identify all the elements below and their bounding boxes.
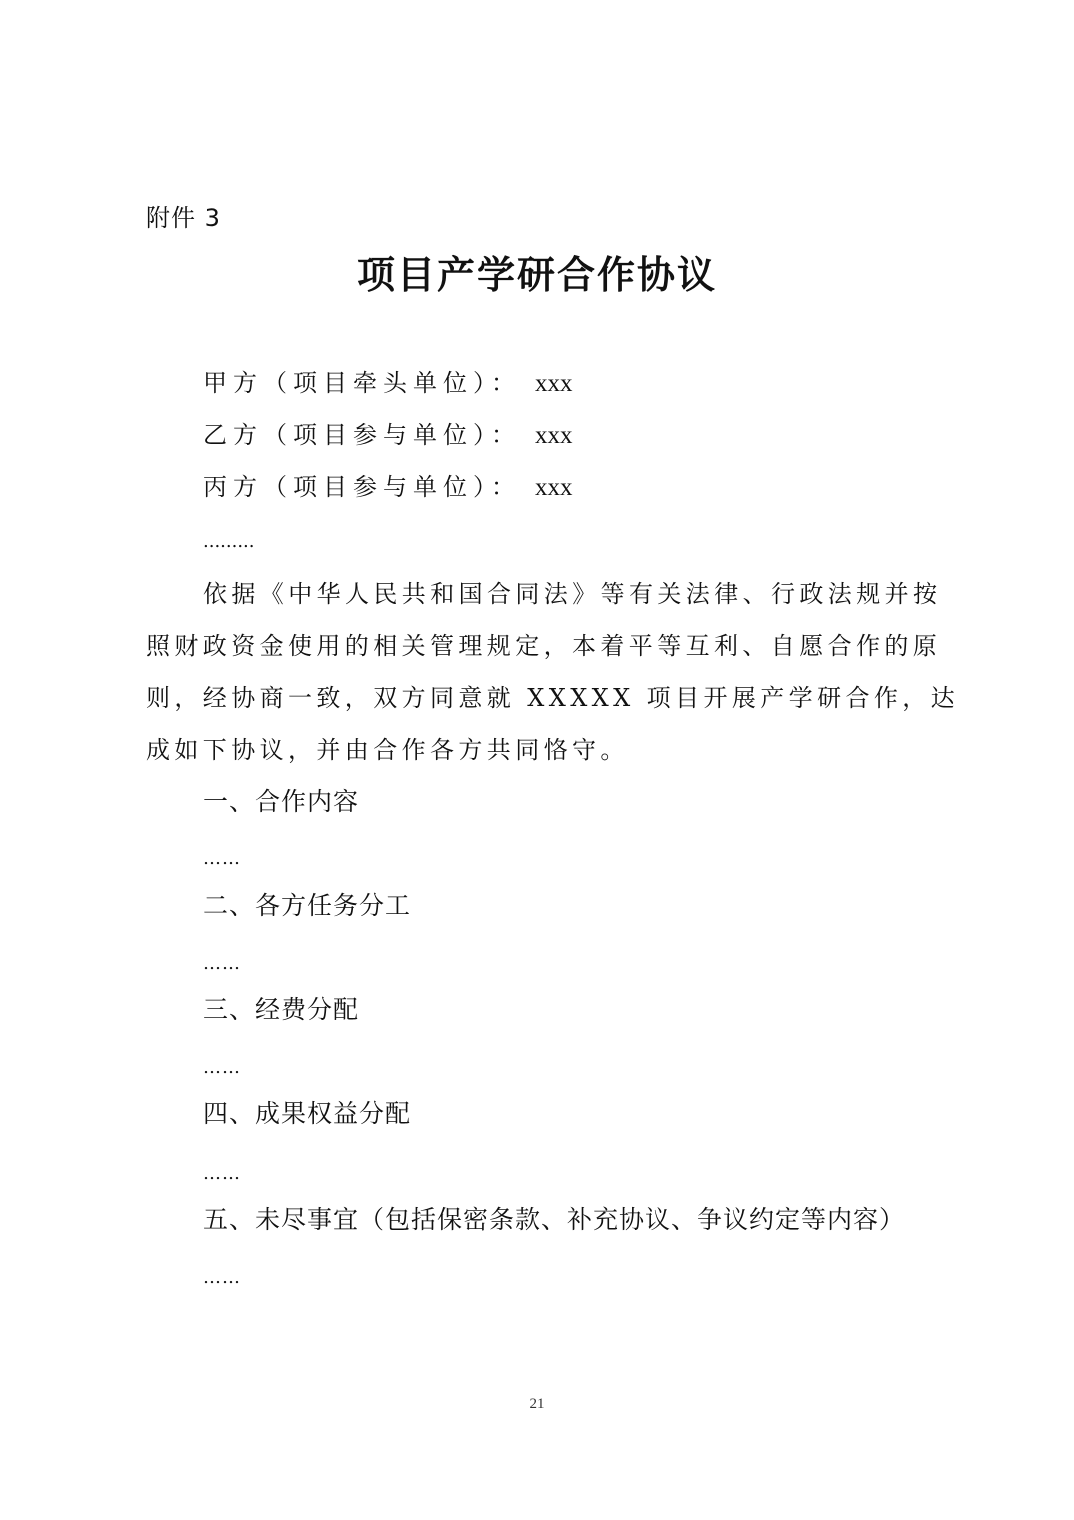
- section-placeholder: ……: [203, 953, 241, 974]
- party-a-label: 甲方（项目牵头单位）：: [203, 369, 521, 397]
- party-b-value: xxx: [535, 422, 573, 449]
- intro-line: 成如下协议，并由合作各方共同恪守。: [146, 736, 629, 764]
- section-heading-cooperation-content: 一、合作内容: [203, 787, 360, 816]
- party-b-label: 乙方（项目参与单位）：: [203, 421, 521, 449]
- section-heading-task-division: 二、各方任务分工: [203, 891, 412, 920]
- party-a: [203, 365, 573, 402]
- intro-line: 照财政资金使用的相关管理规定，本着平等互利、自愿合作的原: [146, 632, 942, 660]
- section-heading-funding-allocation: 三、经费分配: [203, 995, 360, 1024]
- party-c-label: 丙方（项目参与单位）：: [203, 473, 521, 501]
- page-number: 21: [529, 1396, 545, 1412]
- party-c: [203, 469, 573, 506]
- document-title: 项目产学研合作协议: [356, 252, 717, 297]
- intro-line: 依据《中华人民共和国合同法》等有关法律、行政法规并按: [203, 580, 942, 608]
- section-heading-results-rights: 四、成果权益分配: [203, 1099, 412, 1128]
- party-a-value: xxx: [535, 370, 573, 397]
- section-placeholder: ……: [203, 1267, 241, 1288]
- intro-line: 则，经协商一致，双方同意就 XXXXX 项目开展产学研合作，达: [146, 684, 960, 712]
- attachment-label: 附件 3: [146, 204, 221, 232]
- intro-paragraph: [146, 570, 960, 778]
- section-placeholder: ……: [203, 848, 241, 869]
- party-c-value: xxx: [535, 474, 573, 501]
- section-placeholder: ……: [203, 1163, 241, 1184]
- party-b: [203, 417, 573, 454]
- section-placeholder: ……: [203, 1057, 241, 1078]
- parties-ellipsis: .........: [203, 531, 255, 552]
- section-heading-other-matters: 五、未尽事宜（包括保密条款、补充协议、争议约定等内容）: [203, 1205, 906, 1234]
